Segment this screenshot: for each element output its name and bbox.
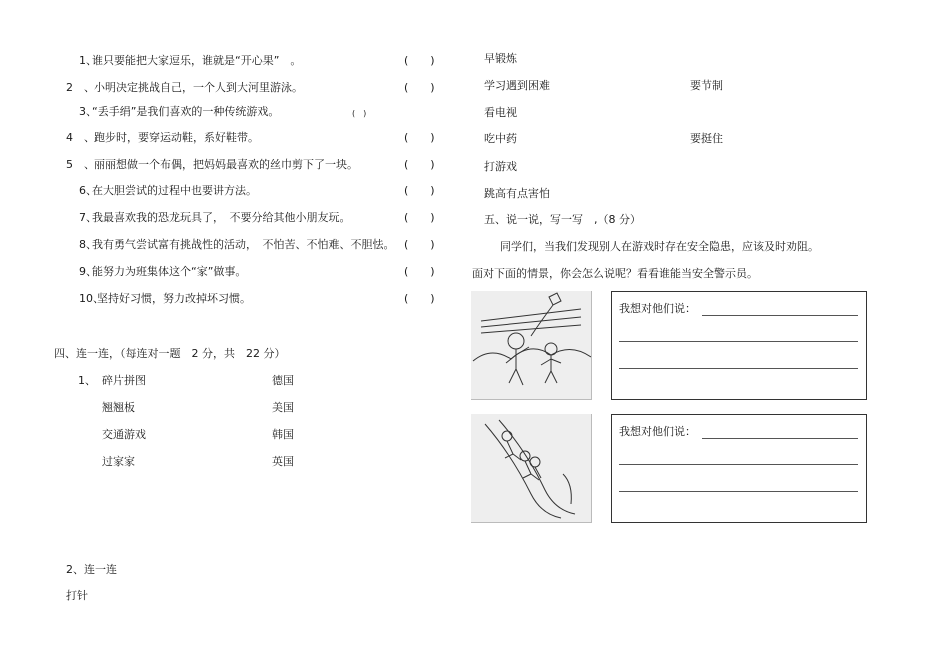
match-1-right-item[interactable]: 韩国 xyxy=(272,428,294,441)
section-5-title: 五、说一说，写一写 ,（8 分） xyxy=(484,213,641,226)
match-2-left-item[interactable]: 吃中药 xyxy=(484,132,517,145)
judgement-number: 7、 xyxy=(79,211,97,224)
answer-parentheses[interactable]: ( ) xyxy=(352,109,367,118)
match-2-item: 打针 xyxy=(66,589,88,602)
judgement-number: 6、 xyxy=(79,184,97,197)
match-2-left-item[interactable]: 跳高有点害怕 xyxy=(484,187,550,200)
judgement-number: 4 、 xyxy=(66,131,95,144)
speech-label-1: 我想对他们说： xyxy=(619,302,696,315)
answer-parentheses[interactable]: ( ) xyxy=(404,131,435,144)
judgement-statement: 小明决定挑战自己，一个人到大河里游泳。 xyxy=(94,81,303,94)
match-2-right-item[interactable]: 要挺住 xyxy=(690,132,723,145)
match-2-left-item[interactable]: 学习遇到困难 xyxy=(484,79,550,92)
judgement-number: 10、 xyxy=(79,292,104,305)
section-5-intro: 同学们，当我们发现别人在游戏时存在安全隐患，应该及时劝阻。 xyxy=(500,240,819,253)
judgement-statement: 我最喜欢我的恐龙玩具了， 不要分给其他小朋友玩。 xyxy=(92,211,351,224)
writing-line xyxy=(619,368,858,369)
match-1-left-item[interactable]: 碎片拼图 xyxy=(102,374,146,387)
match-1-left-item[interactable]: 翘翘板 xyxy=(102,401,135,414)
speech-box-1[interactable] xyxy=(611,291,867,400)
match-1-left-item[interactable]: 交通游戏 xyxy=(102,428,146,441)
answer-parentheses[interactable]: ( ) xyxy=(404,211,435,224)
judgement-statement: “丢手绢”是我们喜欢的一种传统游戏。 xyxy=(92,105,280,118)
answer-parentheses[interactable]: ( ) xyxy=(404,158,435,171)
writing-line xyxy=(702,438,858,439)
writing-line xyxy=(619,341,858,342)
judgement-statement: 丽丽想做一个布偶，把妈妈最喜欢的丝巾剪下了一块。 xyxy=(94,158,358,171)
judgement-number: 5 、 xyxy=(66,158,95,171)
kids-flying-kite-under-power-lines-icon xyxy=(471,291,592,400)
section-5-instruction: 面对下面的情景，你会怎么说呢？看看谁能当安全警示员。 xyxy=(472,267,758,280)
speech-box-2[interactable] xyxy=(611,414,867,523)
match-2-left-item[interactable]: 早锻炼 xyxy=(484,52,517,65)
judgement-number: 1、 xyxy=(79,54,97,67)
judgement-statement: 跑步时，要穿运动鞋，系好鞋带。 xyxy=(94,131,259,144)
match-1-left-item[interactable]: 过家家 xyxy=(102,455,135,468)
judgement-statement: 谁只要能把大家逗乐，谁就是“开心果” 。 xyxy=(92,54,302,67)
match-1-right-item[interactable]: 英国 xyxy=(272,455,294,468)
writing-line xyxy=(619,491,858,492)
match-2-left-item[interactable]: 打游戏 xyxy=(484,160,517,173)
answer-parentheses[interactable]: ( ) xyxy=(404,184,435,197)
match-1-right-item[interactable]: 德国 xyxy=(272,374,294,387)
answer-parentheses[interactable]: ( ) xyxy=(404,81,435,94)
judgement-number: 2 、 xyxy=(66,81,95,94)
judgement-number: 8、 xyxy=(79,238,97,251)
section-4-title: 四、连一连，（每连对一题 2 分，共 22 分） xyxy=(54,347,286,360)
match-1-right-item[interactable]: 美国 xyxy=(272,401,294,414)
judgement-statement: 在大胆尝试的过程中也要讲方法。 xyxy=(92,184,257,197)
answer-parentheses[interactable]: ( ) xyxy=(404,238,435,251)
judgement-statement: 我有勇气尝试富有挑战性的活动， 不怕苦、不怕难、不胆怯。 xyxy=(92,238,395,251)
judgement-number: 9、 xyxy=(79,265,97,278)
kids-on-slide-icon xyxy=(471,414,592,523)
match-2-title: 2、连一连 xyxy=(66,563,117,576)
speech-label-2: 我想对他们说： xyxy=(619,425,696,438)
writing-line xyxy=(702,315,858,316)
judgement-statement: 能努力为班集体这个“家”做事。 xyxy=(92,265,247,278)
judgement-number: 3、 xyxy=(79,105,97,118)
match-2-right-item[interactable]: 要节制 xyxy=(690,79,723,92)
match-2-left-item[interactable]: 看电视 xyxy=(484,106,517,119)
match-1-number: 1、 xyxy=(78,374,96,387)
answer-parentheses[interactable]: ( ) xyxy=(404,265,435,278)
judgement-statement: 坚持好习惯，努力改掉坏习惯。 xyxy=(97,292,251,305)
writing-line xyxy=(619,464,858,465)
answer-parentheses[interactable]: ( ) xyxy=(404,54,435,67)
answer-parentheses[interactable]: ( ) xyxy=(404,292,435,305)
